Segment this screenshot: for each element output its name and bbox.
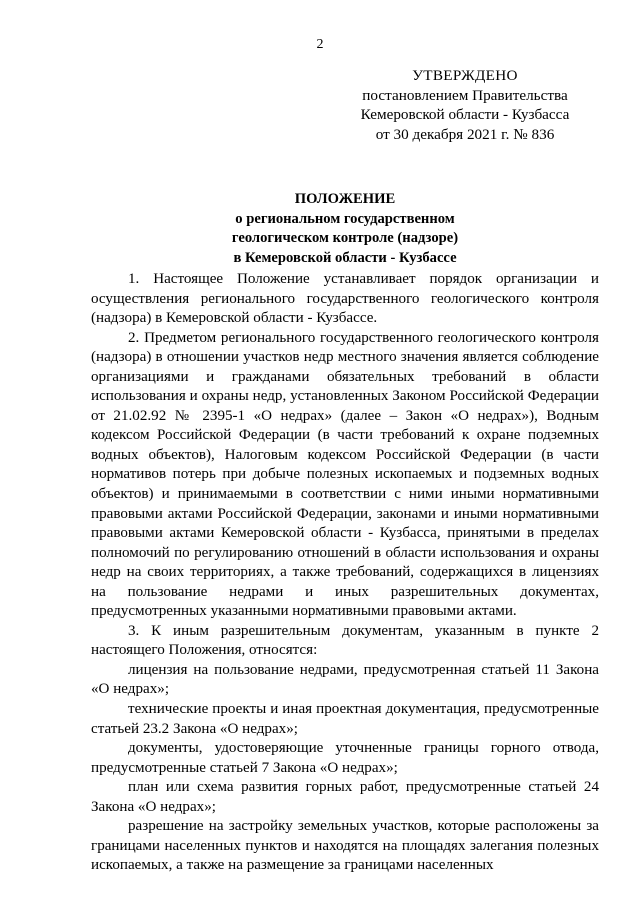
title-subheading-line: о региональном государственном: [235, 210, 455, 227]
paragraph-item-2: 2. Предметом регионального государственного геологического контроля (надзора) в отношении участков недр местного значения является соблюдение организациями и гражданами обязательных требований в области использования и охраны недр, установленных Законом Российской Федерации от 21.02.92 № 2395-1 «О недрах» (далее – Закон «О недрах»), Водным кодексом Российской Федерации (в части требований к охране подземных водных объектов), Налоговым кодексом Российской Федерации (в части нормативов потерь при добыче полезных ископаемых и подземных водных объектов) и принимаемыми в соответствии с ними иными нормативными правовыми актами Российской Федерации, законами и иными нормативными правовыми актами Кемеровской области - Кузбасса, принятыми в пределах полномочий по регулированию отношений в области использования и охраны недр на своих территориях, а также требований, содержащихся в лицензиях на пользование недрами и иных разрешительных документах, предусмотренных указанными нормативными правовыми актами.: [91, 329, 599, 620]
list-item: план или схема развития горных работ, предусмотренные статьей 24 Закона «О недрах»;: [91, 779, 599, 815]
approval-line-resolution: постановлением Правительства: [362, 86, 568, 104]
list-item: документы, удостоверяющие уточненные границы горного отвода, предусмотренные статьей 7 Закона «О недрах»;: [91, 740, 599, 776]
title-subheading-line: геологическом контроле (надзоре): [231, 230, 459, 247]
list-item: лицензия на пользование недрами, предусмотренная статьей 11 Закона «О недрах»;: [91, 661, 599, 698]
page-number: 2: [316, 37, 324, 52]
approval-stamp: [340, 66, 590, 144]
list-item: технические проекты и иная проектная документация, предусмотренные статьей 23.2 Закона «О недрах»;: [91, 701, 599, 737]
list-item: разрешение на застройку земельных участков, которые расположены за границами населенных пунктов и находятся на площадях залегания полезных ископаемых, а также на размещение за границами населенных: [91, 818, 599, 874]
paragraph-item-1: 1. Настоящее Положение устанавливает порядок организации и осуществления регионального государственного геологического контроля (надзора) в Кемеровской области - Кузбассе.: [91, 271, 599, 327]
title-subheading-line: в Кемеровской области - Кузбассе: [233, 249, 457, 266]
document-body: [91, 270, 599, 876]
approval-heading: УТВЕРЖДЕНО: [412, 67, 518, 84]
paragraph-item-3: 3. К иным разрешительным документам, указанным в пункте 2 настоящего Положения, относятся:: [91, 622, 599, 659]
title-heading: ПОЛОЖЕНИЕ: [294, 191, 396, 207]
document-title: [0, 190, 640, 268]
approval-line-region: Кемеровской области - Кузбасса: [360, 106, 570, 124]
approval-line-date: от 30 декабря 2021 г. № 836: [375, 125, 555, 143]
